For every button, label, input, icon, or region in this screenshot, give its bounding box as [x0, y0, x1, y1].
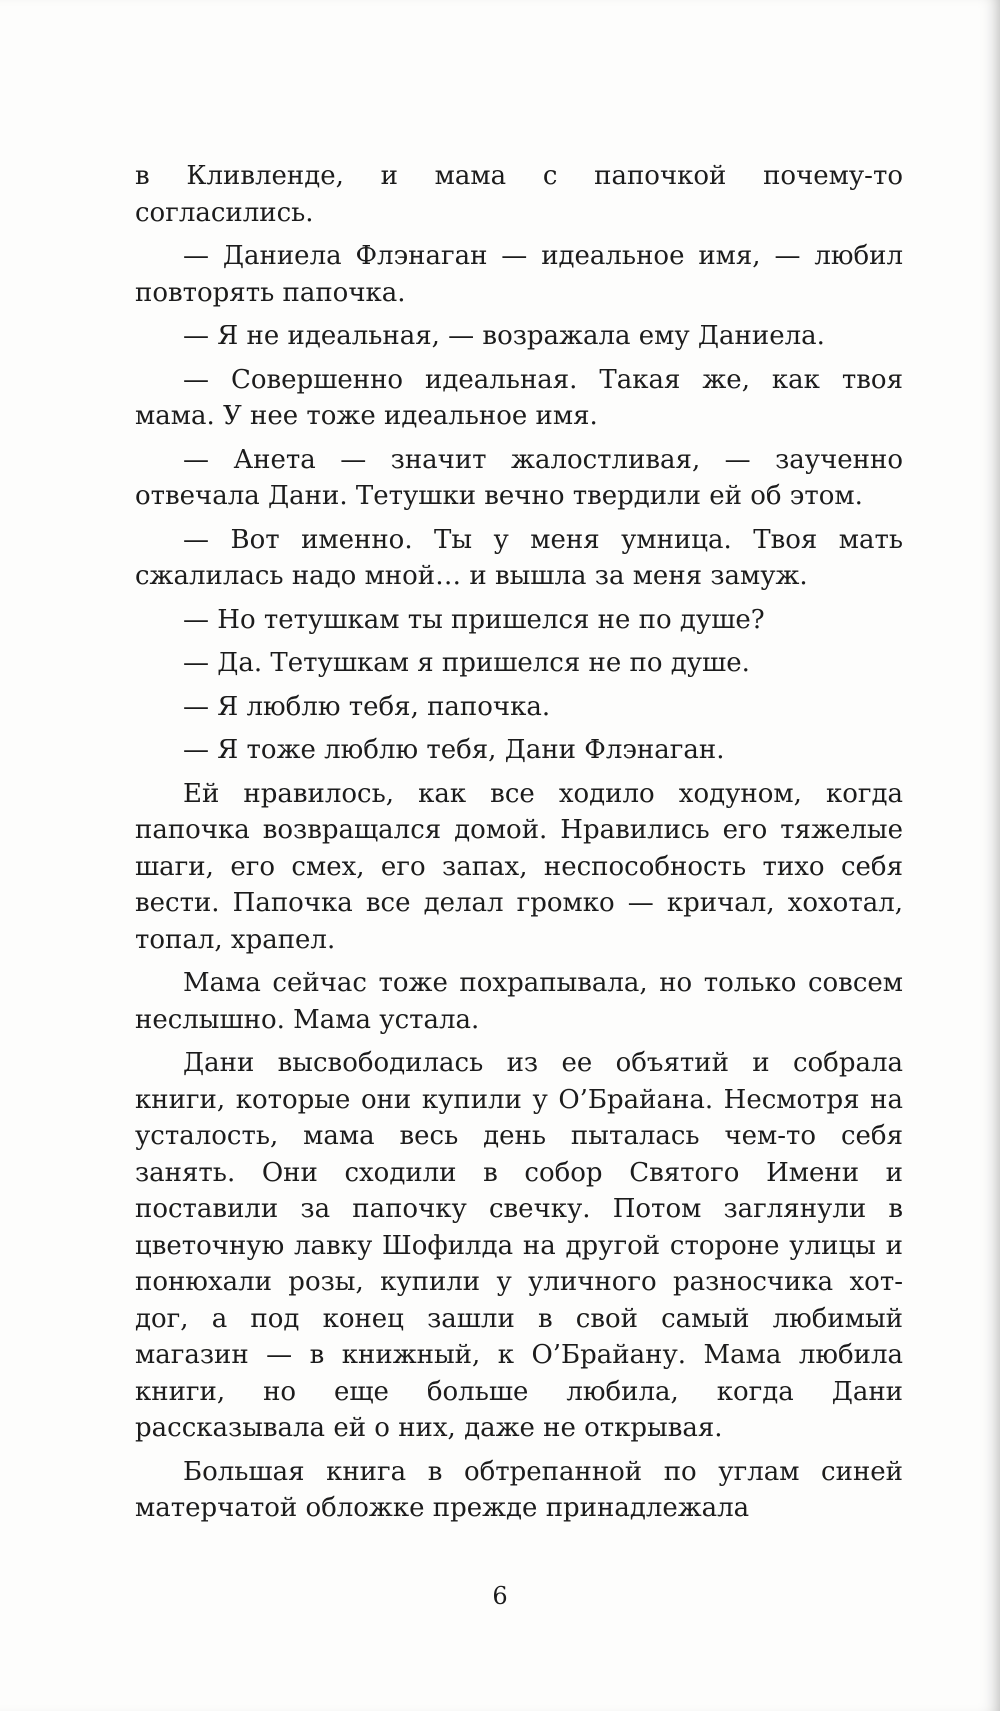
paragraph: — Я тоже люблю тебя, Дани Флэнаган. [183, 735, 725, 765]
page-number: 6 [492, 1582, 508, 1610]
paragraph: — Вот именно. Ты у меня умница. Твоя мать сжалилась надо мной… и вышла за меня замуж. [135, 524, 903, 591]
paragraph: Дани высвободилась из ее объятий и собрала книги, которые они купили у О’Брайана. Несмотря на усталость, мама весь день пыталась чем-то себя занять. Они сходили в собор Святого Имени и поставили за папочку свечку. Потом заглянули в цветочную лавку Шофилда на другой стороне улицы и понюхали розы, купили у уличного разносчика хот-дог, а под конец зашли в свой самый любимый магазин — в книжный, к О’Брайану. Мама любила книги, но еще больше любила, когда Дани рассказывала ей о них, даже не открывая. [135, 1048, 903, 1443]
paragraph: — Я не идеальная, — возражала ему Даниела. [183, 321, 825, 351]
paragraph: — Да. Тетушкам я пришелся не по душе. [183, 648, 750, 678]
paragraph: Мама сейчас тоже похрапывала, но только совсем неслышно. Мама устала. [135, 968, 903, 1035]
paragraph: Ей нравилось, как все ходило ходуном, когда папочка возвращался домой. Нравились его тяжелые шаги, его смех, его запах, неспособность тихо себя вести. Папочка все делал громко — кричал, хохотал, топал, храпел. [135, 778, 903, 955]
paragraph: в Кливленде, и мама с папочкой почему-то согласились. [135, 161, 903, 228]
paragraph: — Анета — значит жалостливая, — заученно отвечала Дани. Тетушки вечно твердили ей об этом. [135, 444, 903, 511]
body-text [135, 158, 903, 1534]
paragraph: — Совершенно идеальная. Такая же, как твоя мама. У нее тоже идеальное имя. [135, 364, 903, 431]
paragraph: — Даниела Флэнаган — идеальное имя, — любил повторять папочка. [135, 241, 903, 308]
paragraph: Большая книга в обтрепанной по углам синей матерчатой обложке прежде принадлежала [135, 1456, 903, 1523]
paragraph: — Но тетушкам ты пришелся не по душе? [183, 604, 765, 635]
paragraph: — Я люблю тебя, папочка. [183, 691, 551, 722]
